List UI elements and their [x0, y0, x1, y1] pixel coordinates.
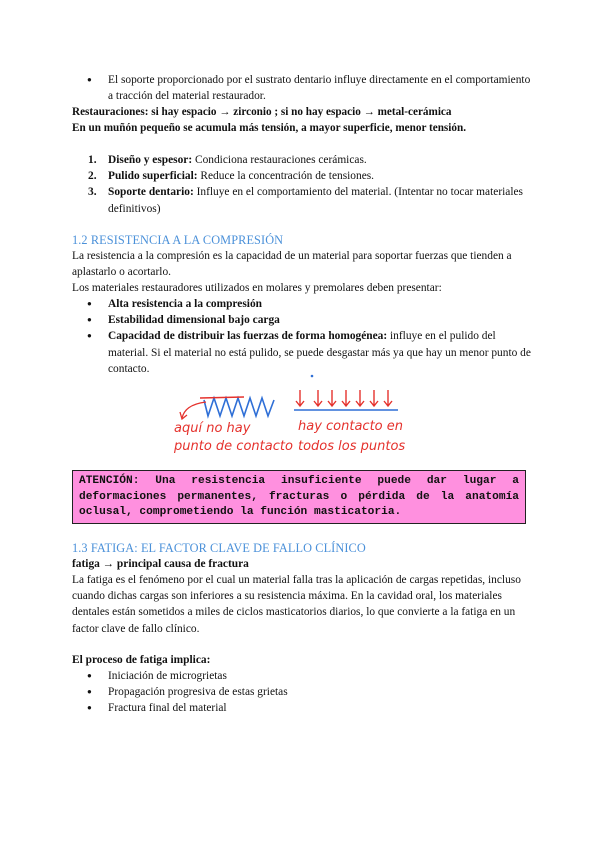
intro-bullet — [72, 72, 532, 104]
factor-label: Soporte dentario: — [108, 186, 194, 199]
left-note-line1: aquí no hay — [174, 421, 251, 436]
factor-item — [72, 184, 532, 216]
requirement-title: Capacidad de distribuir las fuerzas de forma homogénea: — [108, 330, 388, 343]
factor-text: Influye en el comportamiento del material. (Intentar no tocar materiales definitivos) — [108, 186, 523, 215]
section-heading-compression: 1.2 RESISTENCIA A LA COMPRESIÓN — [72, 233, 284, 247]
fatigue-subtitle: fatiga → principal causa de fractura — [72, 558, 249, 570]
factors-list — [72, 152, 532, 217]
fatigue-definition: La fatiga es el fenómeno por el cual un material falla tras la aplicación de cargas repetidas, incluso cuando dichas cargas son inferiores a su resistencia máxima. En la cavidad oral, los materiales dentales están sometidos a miles de ciclos masticatorios diarios, lo que convierte a la fatiga en un factor clave de fallo clínico. — [72, 574, 521, 635]
requirement-item — [72, 296, 532, 312]
fatigue-step-text: Fractura final del material — [108, 702, 227, 715]
fatigue-step-text: Propagación progresiva de estas grietas — [108, 686, 288, 699]
attention-box: ATENCIÓN: Una resistencia insuficiente puede dar lugar a deformaciones permanentes, fracturas o pérdida de la anatomía oclusal, comprometiendo la función masticatoria. — [72, 470, 526, 524]
factor-number: 1. — [88, 154, 97, 166]
factor-label: Diseño y espesor: — [108, 154, 193, 166]
compression-requirements-intro: Los materiales restauradores utilizados en molares y premolares deben presentar: — [72, 282, 442, 294]
fatigue-steps-list — [72, 668, 532, 717]
rough-surface-zigzag — [204, 398, 274, 416]
fatigue-step — [72, 668, 532, 684]
factor-text: Condiciona restauraciones cerámicas. — [192, 154, 367, 166]
rough-surface-baseline — [200, 397, 244, 398]
stump-tension-line: En un muñón pequeño se acumula más tensión, a mayor superficie, menor tensión. — [72, 122, 466, 134]
requirement-title: Alta resistencia a la compresión — [108, 298, 262, 310]
right-note-line2: todos los puntos — [298, 439, 406, 454]
fatigue-step — [72, 700, 532, 716]
fatigue-process-title: El proceso de fatiga implica: — [72, 654, 211, 666]
factor-number: 2. — [88, 170, 97, 183]
factor-text: Reduce la concentración de tensiones. — [197, 170, 375, 183]
factor-item — [72, 168, 532, 184]
compression-definition: La resistencia a la compresión es la capacidad de un material para soportar fuerzas que tienden a aplastarlo o acortarlo. — [72, 250, 512, 279]
section-heading-fatigue: 1.3 FATIGA: EL FACTOR CLAVE DE FALLO CLÍNICO — [72, 541, 366, 555]
requirement-title: Estabilidad dimensional bajo carga — [108, 314, 280, 327]
ink-dot — [311, 375, 314, 378]
factor-item — [72, 152, 532, 168]
intro-bullet-list — [72, 72, 532, 104]
left-note-line2: punto de contacto — [174, 439, 293, 454]
factor-label: Pulido superficial: — [108, 170, 198, 183]
fatigue-step-text: Iniciación de microgrietas — [108, 670, 227, 682]
requirement-text: influye en el pulido del material. Si el material no está pulido, se puede desgastar más ya que hay un menor punto de contacto. — [108, 330, 531, 375]
fatigue-step — [72, 684, 532, 700]
force-arrows — [296, 390, 392, 406]
restorations-line: Restauraciones: si hay espacio → zirconio ; si no hay espacio → metal-cerámica — [72, 106, 452, 118]
requirement-item — [72, 312, 532, 328]
handwritten-sketch — [160, 370, 460, 460]
right-note-line1: hay contacto en — [298, 419, 404, 434]
compression-requirements-list — [72, 296, 532, 377]
intro-bullet-text: El soporte proporcionado por el sustrato dentario influye directamente en el comportamiento a tracción del material restaurador. — [108, 74, 531, 103]
factor-number: 3. — [88, 186, 97, 199]
